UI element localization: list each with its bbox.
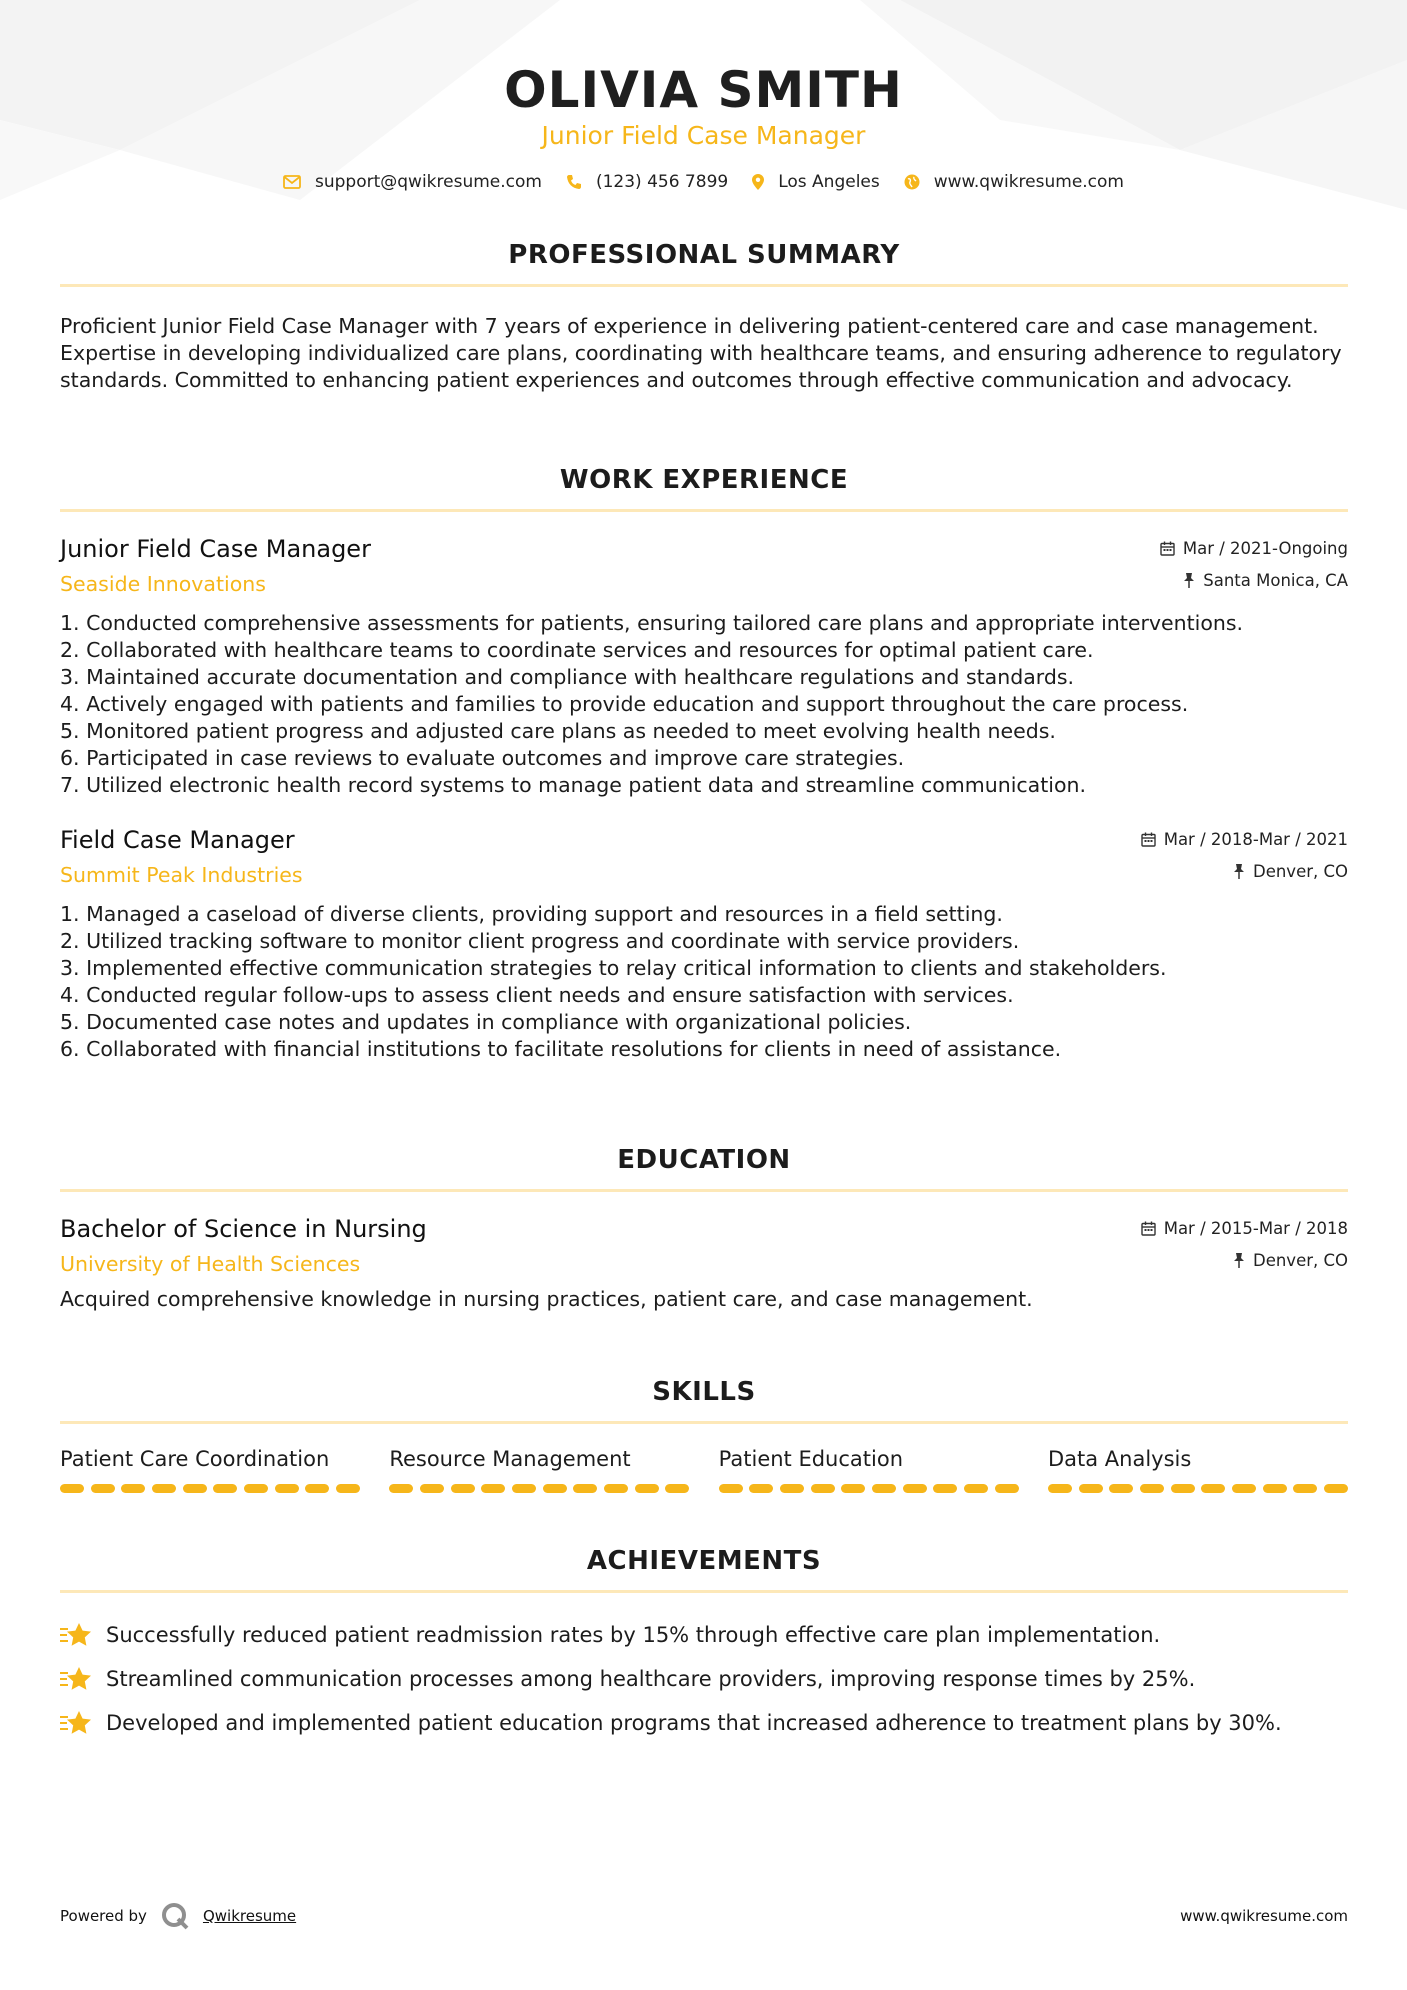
job-company: Summit Peak Industries — [60, 863, 303, 887]
skills-list — [60, 1446, 1348, 1493]
education-dates: Mar / 2015-Mar / 2018 — [1163, 1218, 1348, 1238]
star-icon — [60, 1665, 92, 1693]
job-location: Denver, CO — [1252, 861, 1348, 881]
education-description: Acquired comprehensive knowledge in nursing practices, patient care, and case management. — [60, 1287, 1033, 1311]
contact-location — [752, 172, 880, 192]
education-entry — [60, 1214, 1348, 1313]
skill-name: Resource Management — [389, 1447, 631, 1471]
job-entry — [60, 534, 1348, 799]
school-name: University of Health Sciences — [60, 1252, 361, 1276]
star-icon — [60, 1709, 92, 1737]
skills-heading: SKILLS — [652, 1377, 756, 1407]
contact-website[interactable] — [904, 172, 1124, 192]
pushpin-icon — [1183, 573, 1195, 588]
skill-item — [719, 1446, 1019, 1493]
job-dates: Mar / 2018-Mar / 2021 — [1163, 829, 1348, 849]
calendar-icon — [1141, 832, 1156, 847]
footer-website[interactable]: www.qwikresume.com — [1180, 1907, 1348, 1925]
job-title: Junior Field Case Manager — [60, 535, 371, 563]
education-location: Denver, CO — [1252, 1250, 1348, 1270]
job-dates: Mar / 2021-Ongoing — [1182, 538, 1348, 558]
calendar-icon — [1160, 541, 1175, 556]
contact-bar — [0, 172, 1407, 192]
list-item: 5. Monitored patient progress and adjusted care plans as needed to meet evolving health needs. — [60, 719, 1056, 743]
email-text: support@qwikresume.com — [315, 172, 542, 192]
skill-name: Patient Care Coordination — [60, 1447, 330, 1471]
section-divider — [60, 1421, 1348, 1424]
skill-level-bar — [1048, 1484, 1348, 1493]
achievements-heading: ACHIEVEMENTS — [586, 1546, 822, 1576]
resume-header — [0, 0, 1407, 192]
candidate-name: OLIVIA SMITH — [504, 61, 903, 119]
list-item: 6. Collaborated with financial institutions to facilitate resolutions for clients in need of assistance. — [60, 1037, 1062, 1061]
footer — [60, 1902, 1348, 1930]
job-meta — [1160, 538, 1348, 590]
skill-item — [389, 1446, 689, 1493]
summary-text: Proficient Junior Field Case Manager with 7 years of experience in delivering patient-centered care and case management. Expertise in developing individualized care plans, coordinating with healthcare teams, and ensuring adherence to regulatory standards. Committed to enhancing patient experiences and outcomes through effective communication and advocacy. — [60, 314, 1342, 392]
skill-level-bar — [389, 1484, 689, 1493]
pushpin-icon — [1233, 1253, 1245, 1268]
list-item: 7. Utilized electronic health record systems to manage patient data and streamline communication. — [60, 773, 1087, 797]
list-item: 6. Participated in case reviews to evaluate outcomes and improve care strategies. — [60, 746, 905, 770]
contact-email[interactable] — [283, 172, 542, 192]
phone-icon — [566, 174, 582, 190]
section-divider — [60, 1189, 1348, 1192]
education-section — [60, 1143, 1348, 1313]
summary-section — [60, 238, 1348, 394]
envelope-icon — [283, 175, 301, 189]
list-item — [60, 1701, 1348, 1745]
achievements-section — [60, 1544, 1348, 1745]
powered-by-label: Powered by — [60, 1907, 147, 1925]
qwikresume-logo-icon — [161, 1902, 189, 1930]
skill-item — [60, 1446, 360, 1493]
job-bullets — [60, 901, 1348, 1063]
phone-text: (123) 456 7899 — [595, 172, 729, 192]
skill-level-bar — [60, 1484, 360, 1493]
summary-heading: PROFESSIONAL SUMMARY — [508, 240, 900, 270]
education-heading: EDUCATION — [617, 1145, 791, 1175]
skill-level-bar — [719, 1484, 1019, 1493]
candidate-role: Junior Field Case Manager — [541, 121, 866, 150]
location-text: Los Angeles — [778, 172, 880, 192]
contact-phone[interactable] — [566, 172, 728, 192]
experience-heading: WORK EXPERIENCE — [559, 465, 849, 495]
job-entry — [60, 825, 1348, 1063]
brand-link[interactable]: Qwikresume — [202, 1907, 297, 1925]
job-bullets — [60, 610, 1348, 799]
list-item: 1. Managed a caseload of diverse clients, providing support and resources in a field setting. — [60, 902, 1003, 926]
skill-name: Patient Education — [718, 1447, 904, 1471]
powered-by — [60, 1902, 296, 1930]
star-icon — [60, 1621, 92, 1649]
achievements-list — [60, 1613, 1348, 1745]
list-item: 4. Conducted regular follow-ups to assess client needs and ensure satisfaction with services. — [60, 983, 1014, 1007]
globe-icon — [904, 174, 920, 190]
achievement-text: Streamlined communication processes among healthcare providers, improving response times by 25%. — [106, 1667, 1196, 1691]
list-item — [60, 1657, 1348, 1701]
map-pin-icon — [752, 174, 764, 190]
section-divider — [60, 509, 1348, 512]
job-company: Seaside Innovations — [60, 572, 266, 596]
skill-name: Data Analysis — [1047, 1447, 1192, 1471]
achievement-text: Successfully reduced patient readmission rates by 15% through effective care plan implementation. — [106, 1623, 1161, 1647]
education-meta — [1141, 1218, 1348, 1270]
list-item: 2. Utilized tracking software to monitor client progress and coordinate with service providers. — [60, 929, 1020, 953]
job-location: Santa Monica, CA — [1203, 570, 1348, 590]
job-title: Field Case Manager — [60, 826, 295, 854]
job-meta — [1141, 829, 1348, 881]
degree-title: Bachelor of Science in Nursing — [60, 1215, 427, 1243]
website-text: www.qwikresume.com — [933, 172, 1124, 192]
list-item: 2. Collaborated with healthcare teams to coordinate services and resources for optimal patient care. — [60, 638, 1094, 662]
calendar-icon — [1141, 1221, 1156, 1236]
achievement-text: Developed and implemented patient education programs that increased adherence to treatment plans by 30%. — [106, 1711, 1282, 1735]
list-item: 5. Documented case notes and updates in compliance with organizational policies. — [60, 1010, 912, 1034]
list-item — [60, 1613, 1348, 1657]
section-divider — [60, 1590, 1348, 1593]
list-item: 1. Conducted comprehensive assessments for patients, ensuring tailored care plans and appropriate interventions. — [60, 611, 1244, 635]
experience-section — [60, 463, 1348, 1063]
pushpin-icon — [1233, 864, 1245, 879]
skills-section — [60, 1375, 1348, 1493]
list-item: 3. Implemented effective communication strategies to relay critical information to clients and stakeholders. — [60, 956, 1167, 980]
skill-item — [1048, 1446, 1348, 1493]
list-item: 3. Maintained accurate documentation and compliance with healthcare regulations and standards. — [60, 665, 1075, 689]
list-item: 4. Actively engaged with patients and families to provide education and support throughout the care process. — [60, 692, 1189, 716]
section-divider — [60, 284, 1348, 287]
